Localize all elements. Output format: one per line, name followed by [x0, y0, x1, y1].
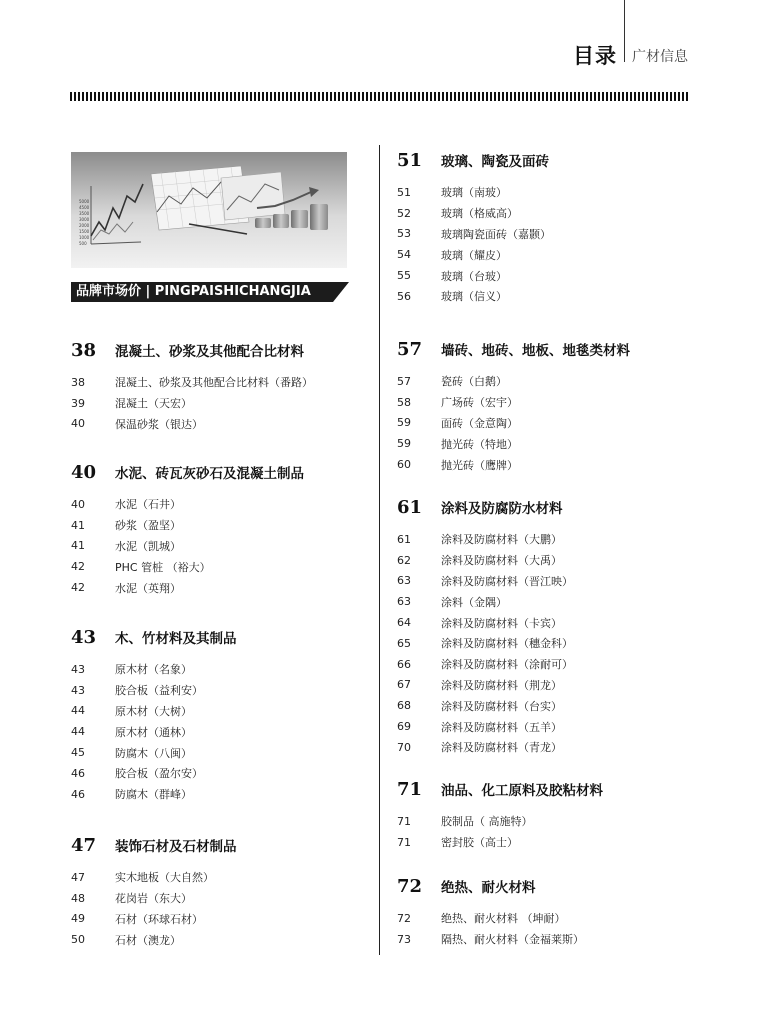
- entry-text: 保温砂浆（银达）: [115, 417, 203, 431]
- entry-page: 62: [397, 553, 411, 567]
- entry-page: 60: [397, 458, 411, 472]
- toc-section: [397, 339, 630, 475]
- entry-page: 69: [397, 720, 411, 734]
- entry-page: 63: [397, 574, 411, 588]
- entry-page: 46: [71, 787, 85, 801]
- toc-entry: [397, 695, 573, 716]
- entry-text: 涂料及防腐材料（大禹）: [441, 554, 562, 568]
- entry-text: 涂料（金隅）: [441, 595, 507, 609]
- toc-entry: [71, 721, 237, 742]
- toc-entry: [71, 909, 237, 930]
- entry-text: 原木材（通林）: [115, 725, 192, 739]
- toc-entry: [397, 811, 603, 832]
- entry-text: 水泥（英翔）: [115, 581, 181, 595]
- toc-section: [397, 779, 603, 853]
- section-title: 涂料及防腐防水材料: [441, 501, 563, 517]
- entry-text: 涂料及防腐材料（大鹏）: [441, 533, 562, 547]
- entry-text: 涂料及防腐材料（荆龙）: [441, 678, 562, 692]
- tick-label: 4500: [79, 205, 90, 210]
- entry-page: 51: [397, 185, 411, 199]
- tick-label: 500: [79, 241, 87, 246]
- entry-page: 40: [71, 497, 85, 511]
- entry-page: 73: [397, 932, 411, 946]
- page-title: 目录: [573, 44, 617, 68]
- hero-image: [71, 152, 347, 268]
- entry-page: 49: [71, 912, 85, 926]
- toc-entry: [397, 392, 630, 413]
- entry-text: 胶合板（益利安）: [115, 684, 203, 698]
- entry-text: 玻璃（南玻）: [441, 186, 507, 200]
- entry-text: 水泥（石井）: [115, 498, 181, 512]
- entry-page: 44: [71, 725, 85, 739]
- toc-entry: [397, 224, 551, 245]
- section-title: 水泥、砖瓦灰砂石及混凝土制品: [115, 466, 304, 482]
- entry-text: 玻璃（格威高）: [441, 207, 518, 221]
- toc-section: [397, 876, 584, 950]
- entry-page: 53: [397, 227, 411, 241]
- entry-text: 抛光砖（特地）: [441, 437, 518, 451]
- toc-entry: [397, 832, 603, 853]
- toc-entry: [397, 675, 573, 696]
- tick-label: 1500: [79, 229, 90, 234]
- entry-page: 70: [397, 740, 411, 754]
- entry-text: 花岗岩（东大）: [115, 892, 192, 906]
- entry-page: 48: [71, 891, 85, 905]
- section-title: 绝热、耐火材料: [441, 880, 536, 896]
- section-number: 40: [71, 462, 97, 483]
- entry-page: 46: [71, 766, 85, 780]
- section-title: 混凝土、砂浆及其他配合比材料: [115, 344, 304, 360]
- toc-section: [397, 497, 573, 758]
- entry-text: 绝热、耐火材料 （坤耐）: [441, 912, 566, 926]
- section-title: 油品、化工原料及胶粘材料: [441, 783, 603, 799]
- entry-text: 混凝土（天宏）: [115, 397, 192, 411]
- toc-entry: [397, 529, 573, 550]
- toc-entry: [71, 577, 304, 598]
- entry-text: 石材（环球石材）: [115, 912, 203, 926]
- toc-entry: [71, 742, 237, 763]
- toc-entry: [397, 654, 573, 675]
- toc-entry: [71, 393, 313, 414]
- entry-page: 61: [397, 532, 411, 546]
- toc-entry: [397, 413, 630, 434]
- toc-section: [71, 627, 237, 805]
- entry-page: 66: [397, 657, 411, 671]
- header-divider: [624, 0, 625, 62]
- entry-text: 原木材（大树）: [115, 704, 192, 718]
- toc-entry: [397, 737, 573, 758]
- toc-entry: [397, 591, 573, 612]
- entry-text: 抛光砖（鹰牌）: [441, 458, 518, 472]
- tick-label: 1000: [79, 235, 90, 240]
- tick-label: 3000: [79, 217, 90, 222]
- entry-page: 71: [397, 814, 411, 828]
- toc-entry: [397, 286, 551, 307]
- toc-section: [71, 835, 237, 950]
- entry-text: 砂浆（盈坚）: [115, 519, 181, 533]
- entry-page: 50: [71, 933, 85, 947]
- entry-text: 混凝土、砂浆及其他配合比材料（番路）: [115, 376, 313, 390]
- toc-entry: [71, 536, 304, 557]
- toc-entry: [397, 265, 551, 286]
- toc-section: [71, 340, 313, 434]
- entry-text: 玻璃（台玻）: [441, 269, 507, 283]
- section-number: 72: [397, 876, 423, 897]
- entry-text: 面砖（金意陶）: [441, 416, 518, 430]
- entry-text: 涂料及防腐材料（台实）: [441, 699, 562, 713]
- tick-label: 5000: [79, 199, 90, 204]
- entry-page: 47: [71, 870, 85, 884]
- entry-text: 广场砖（宏宇）: [441, 396, 518, 410]
- entry-text: 涂料及防腐材料（涂耐可）: [441, 658, 573, 672]
- toc-entry: [397, 433, 630, 454]
- entry-text: 胶制品（ 高施特）: [441, 815, 533, 829]
- section-number: 47: [71, 835, 97, 856]
- entry-page: 56: [397, 289, 411, 303]
- entry-page: 72: [397, 911, 411, 925]
- entry-page: 63: [397, 595, 411, 609]
- toc-entry: [397, 550, 573, 571]
- entry-text: 原木材（名象）: [115, 663, 192, 677]
- entry-text: 防腐木（八闽）: [115, 746, 192, 760]
- brand-banner: 品牌市场价 | PINGPAISHICHANGJIA: [76, 284, 311, 299]
- chart-tick-labels: [79, 199, 90, 246]
- entry-page: 65: [397, 636, 411, 650]
- toc-entry: [397, 454, 630, 475]
- entry-text: 玻璃（信义）: [441, 290, 507, 304]
- toc-entry: [71, 763, 237, 784]
- toc-entry: [71, 929, 237, 950]
- toc-section: [71, 462, 304, 598]
- entry-page: 52: [397, 206, 411, 220]
- entry-text: 石材（澳龙）: [115, 933, 181, 947]
- entry-text: 玻璃（耀皮）: [441, 248, 507, 262]
- entry-text: PHC 管桩 （裕大）: [115, 560, 211, 574]
- entry-page: 58: [397, 395, 411, 409]
- entry-page: 43: [71, 683, 85, 697]
- entry-page: 42: [71, 581, 85, 595]
- entry-text: 实木地板（大自然）: [115, 871, 214, 885]
- entry-page: 64: [397, 616, 411, 630]
- toc-entry: [397, 908, 584, 929]
- entry-text: 水泥（凯城）: [115, 539, 181, 553]
- entry-page: 39: [71, 396, 85, 410]
- toc-entry: [71, 414, 313, 435]
- entry-page: 68: [397, 699, 411, 713]
- entry-text: 防腐木（群峰）: [115, 788, 192, 802]
- toc-entry: [71, 659, 237, 680]
- entry-text: 涂料及防腐材料（晋江映）: [441, 574, 573, 588]
- toc-entry: [397, 633, 573, 654]
- entry-text: 瓷砖（白鹅）: [441, 375, 507, 389]
- toc-section: [397, 150, 551, 307]
- section-title: 装饰石材及石材制品: [115, 839, 237, 855]
- entry-page: 67: [397, 678, 411, 692]
- entry-text: 玻璃陶瓷面砖（嘉颢）: [441, 227, 551, 241]
- entry-page: 45: [71, 746, 85, 760]
- entry-page: 40: [71, 417, 85, 431]
- entry-text: 涂料及防腐材料（五羊）: [441, 720, 562, 734]
- section-number: 51: [397, 150, 423, 171]
- toc-entry: [397, 716, 573, 737]
- toc-entry: [71, 867, 237, 888]
- entry-page: 57: [397, 374, 411, 388]
- toc-entry: [71, 494, 304, 515]
- toc-entry: [397, 244, 551, 265]
- entry-page: 38: [71, 375, 85, 389]
- entry-page: 71: [397, 835, 411, 849]
- section-number: 38: [71, 340, 97, 361]
- entry-page: 59: [397, 416, 411, 430]
- entry-text: 胶合板（盈尔安）: [115, 767, 203, 781]
- entry-text: 涂料及防腐材料（青龙）: [441, 741, 562, 755]
- entry-text: 密封胶（高士）: [441, 836, 518, 850]
- entry-page: 41: [71, 518, 85, 532]
- toc-entry: [71, 888, 237, 909]
- section-number: 61: [397, 497, 423, 518]
- toc-entry: [71, 784, 237, 805]
- entry-page: 55: [397, 269, 411, 283]
- toc-entry: [397, 612, 573, 633]
- section-title: 木、竹材料及其制品: [115, 631, 237, 647]
- entry-page: 44: [71, 704, 85, 718]
- entry-text: 涂料及防腐材料（穗金科）: [441, 637, 573, 651]
- entry-page: 54: [397, 248, 411, 262]
- section-title: 墙砖、地砖、地板、地毯类材料: [441, 343, 630, 359]
- section-number: 71: [397, 779, 423, 800]
- section-number: 57: [397, 339, 423, 360]
- section-title: 玻璃、陶瓷及面砖: [441, 154, 549, 170]
- toc-entry: [397, 929, 584, 950]
- magazine-name: 广材信息: [632, 49, 688, 65]
- toc-entry: [71, 372, 313, 393]
- decorative-stripe: [70, 92, 688, 101]
- tick-label: 3500: [79, 211, 90, 216]
- entry-text: 隔热、耐火材料（金福莱斯）: [441, 933, 584, 947]
- toc-entry: [71, 680, 237, 701]
- toc-entry: [397, 571, 573, 592]
- toc-entry: [397, 182, 551, 203]
- toc-entry: [71, 515, 304, 536]
- column-divider: [379, 145, 380, 955]
- section-number: 43: [71, 627, 97, 648]
- entry-page: 43: [71, 662, 85, 676]
- toc-entry: [397, 203, 551, 224]
- entry-page: 42: [71, 560, 85, 574]
- entry-page: 59: [397, 437, 411, 451]
- toc-entry: [397, 371, 630, 392]
- tick-label: 2000: [79, 223, 90, 228]
- entry-text: 涂料及防腐材料（卡宾）: [441, 616, 562, 630]
- entry-page: 41: [71, 539, 85, 553]
- toc-entry: [71, 701, 237, 722]
- toc-entry: [71, 556, 304, 577]
